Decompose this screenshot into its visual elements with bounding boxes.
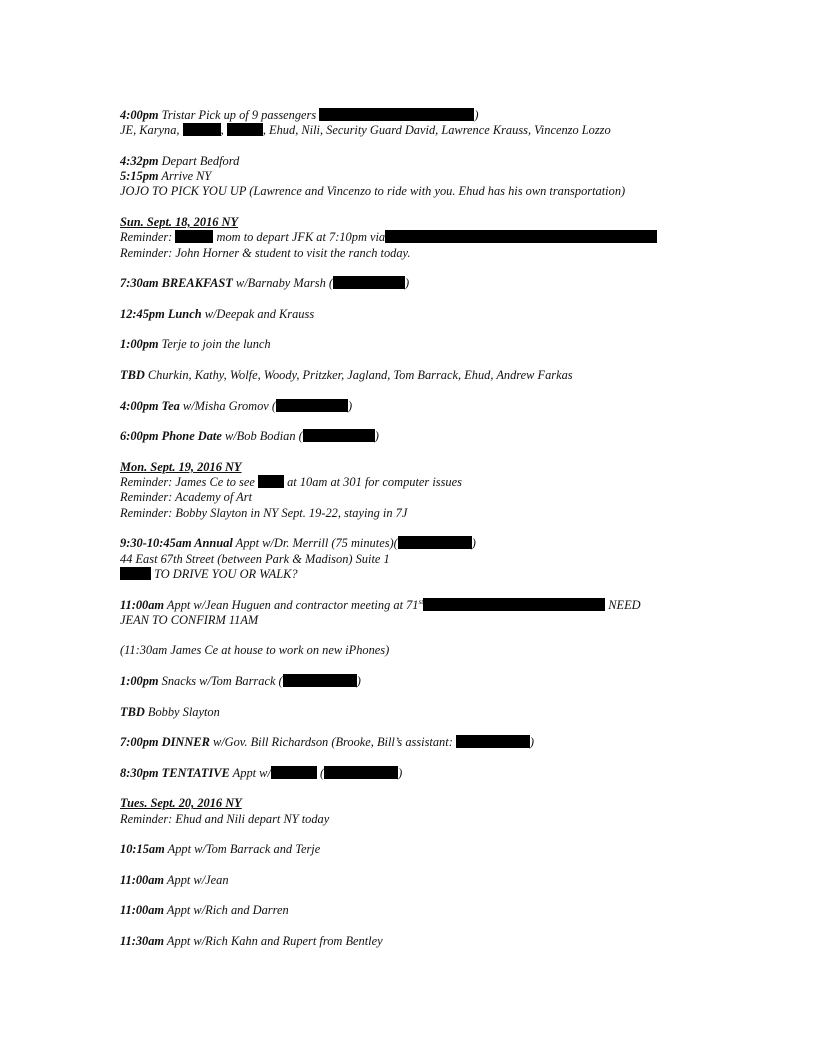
entry-text: Churkin, Kathy, Wolfe, Woody, Pritzker, Jagland, Tom Barrack, Ehud, Andrew Farkas [144,368,573,383]
day-heading: Tues. Sept. 20, 2016 NY [120,796,242,811]
entry-time: 11:00am [120,597,165,612]
redaction-bar [456,735,530,748]
schedule-document [120,108,700,965]
entry-appt-kahn [120,934,700,949]
entry-text: Arrive NY [158,169,212,184]
entry-phone-date [120,429,700,444]
entry-jean-meeting [120,598,700,629]
entry-text: Tristar Pick up of 9 passengers [161,108,320,122]
entry-text: w/Barnaby Marsh ( [232,276,333,291]
redaction-bar [227,123,263,136]
entry-time: 8:30pm TENTATIVE [120,765,230,780]
entry-text: ) [471,536,476,551]
day-heading: Sun. Sept. 18, 2016 NY [120,215,239,230]
entry-snacks [120,674,700,689]
entry-text: ) [529,735,535,750]
entry-text: JOJO TO PICK YOU UP (Lawrence and Vincenzo to ride with you. Ehud has his own transportation) [120,184,626,199]
entry-time: 5:15pm [120,169,159,184]
entry-text: ) [404,276,410,291]
redaction-bar [385,230,657,243]
entry-time: TBD [120,704,145,719]
entry-lunch [120,307,700,322]
entry-annual-appt [120,536,700,582]
entry-appt-rich-darren [120,903,700,918]
address-text: 44 East 67th Street (between Park & Madison) Suite 1 [120,551,390,566]
day-sept-18 [120,215,700,261]
entry-breakfast [120,276,700,291]
entry-text: Depart Bedford [158,153,240,168]
entry-tbd-slayton [120,705,700,720]
reminder-text: Reminder: James Ce to see [120,475,258,490]
redaction-bar [398,536,472,549]
reminder-text: mom to depart JFK at 7:10pm via [213,230,386,245]
entry-text: ( [316,765,325,780]
redaction-bar [183,123,221,136]
entry-tbd [120,368,700,383]
entry-text: Appt w/Jean [164,872,229,887]
entry-time: 1:00pm [120,673,159,688]
redaction-bar [120,567,151,580]
redaction-bar [276,399,348,412]
redaction-bar [303,429,375,442]
entry-time: 7:30am BREAKFAST [120,276,233,291]
entry-james-ce [120,643,700,658]
redaction-bar [175,230,213,243]
entry-text: NEED [605,597,641,612]
passenger-list: JE, Karyna, [120,123,183,138]
entry-text: Bobby Slayton [144,704,220,719]
entry-dinner [120,735,700,750]
entry-text: Appt w/Tom Barrack and Terje [164,842,321,857]
entry-time: 1:00pm [120,337,159,352]
entry-text: ) [474,108,479,122]
redaction-bar [271,766,317,779]
entry-tentative [120,766,700,781]
entry-text: Appt w/ [229,765,271,780]
reminder-text: Reminder: Ehud and Nili depart NY today [120,811,330,826]
entry-appt-barrack [120,842,700,857]
entry-text: Snacks w/Tom Barrack ( [158,673,283,688]
entry-text: Appt w/Dr. Merrill (75 minutes)( [232,536,398,551]
entry-text: TO DRIVE YOU OR WALK? [151,566,298,581]
ordinal-suffix: st [418,597,424,606]
entry-text: JEAN TO CONFIRM 11AM [120,612,259,627]
entry-text: ) [374,429,379,444]
entry-time: 10:15am [120,842,165,857]
reminder-text: Reminder: [120,230,176,245]
entry-text: Appt w/Jean Huguen and contractor meeting at 71 [164,597,419,612]
reminder-text: at 10am at 301 for computer issues [283,475,462,490]
entry-time: 4:00pm [120,108,159,122]
entry-text: ) [398,765,403,780]
entry-time: TBD [120,368,145,383]
entry-text: (11:30am James Ce at house to work on new iPhones) [120,643,390,658]
redaction-bar [423,598,605,611]
redaction-bar [319,108,474,121]
entry-terje [120,337,700,352]
entry-text: Terje to join the lunch [158,337,271,352]
entry-time: 7:00pm DINNER [120,735,210,750]
entry-time: 11:00am [120,903,165,918]
entry-time: 12:45pm Lunch [120,306,202,321]
day-sept-20 [120,796,700,827]
day-heading: Mon. Sept. 19, 2016 NY [120,459,242,474]
passenger-list: , [220,123,227,138]
redaction-bar [333,276,405,289]
redaction-bar [324,766,398,779]
entry-text: ) [356,673,361,688]
entry-time: 11:00am [120,872,165,887]
reminder-text: Reminder: John Horner & student to visit the ranch today. [120,245,411,260]
entry-time: 4:00pm Tea [120,398,180,413]
entry-text: w/Gov. Bill Richardson (Brooke, Bill’s assistant: [209,735,456,750]
entry-text: Appt w/Rich and Darren [164,903,289,918]
redaction-bar [258,475,284,488]
entry-text: ) [348,398,353,413]
entry-tristar-pickup [120,108,700,139]
entry-appt-jean [120,873,700,888]
entry-text: Appt w/Rich Kahn and Rupert from Bentley [164,934,383,949]
reminder-text: Reminder: Academy of Art [120,490,253,505]
day-sept-19 [120,460,700,521]
entry-time: 9:30-10:45am Annual [120,536,233,551]
entry-text: w/Misha Gromov ( [179,398,277,413]
entry-time: 4:32pm [120,153,159,168]
entry-time: 6:00pm Phone Date [120,429,222,444]
entry-text: w/Deepak and Krauss [201,306,315,321]
reminder-text: Reminder: Bobby Slayton in NY Sept. 19-22, staying in 7J [120,505,408,520]
redaction-bar [283,674,357,687]
passenger-list: , Ehud, Nili, Security Guard David, Lawrence Krauss, Vincenzo Lozzo [262,123,611,138]
entry-time: 11:30am [120,934,165,949]
entry-tea [120,399,700,414]
entry-text: w/Bob Bodian ( [221,429,303,444]
entry-depart-arrive [120,154,700,200]
